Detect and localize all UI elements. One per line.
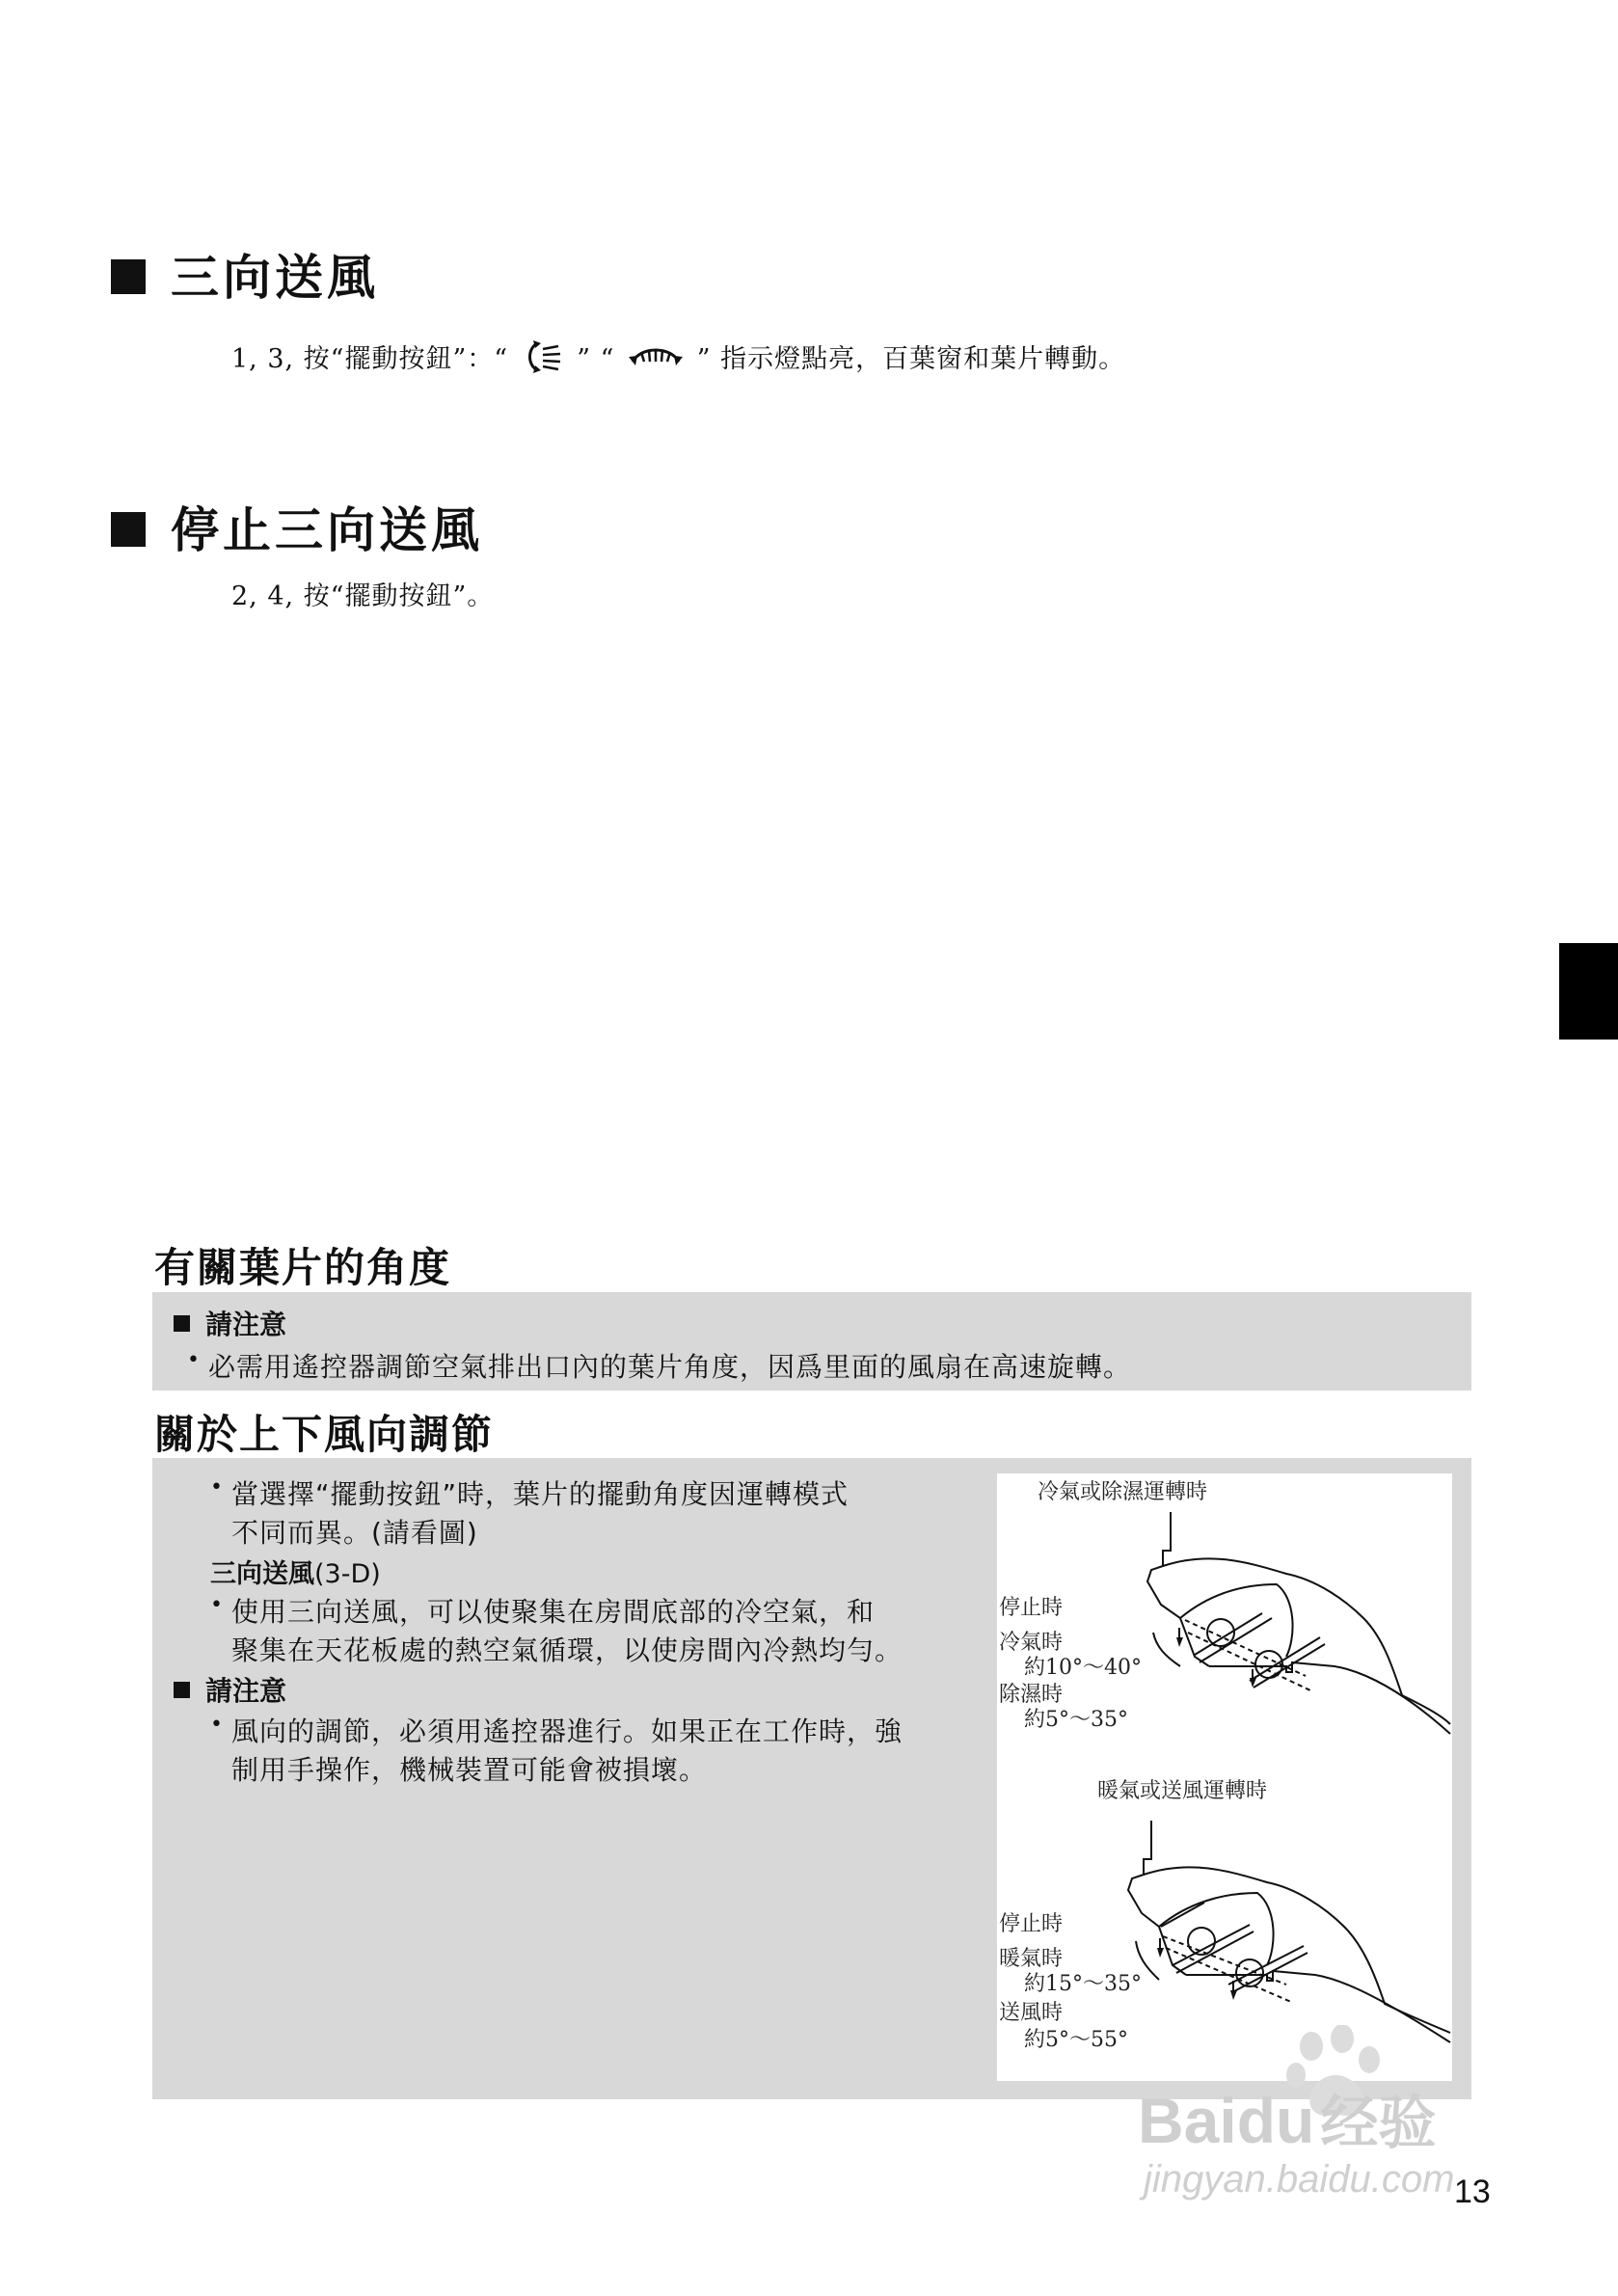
bullet-continuation: 制用手操作，機械裝置可能會被損壞。 [231,1754,708,1786]
figure-top-title: 冷氣或除濕運轉時 [1038,1480,1208,1504]
instruction-line: 2, 4, 按“擺動按鈕”。 [231,581,495,611]
sub-heading-3d [210,1553,381,1590]
note-square-bullet [174,1315,190,1332]
watermark-brand-a: Bai [1138,2085,1237,2156]
watermark-suffix: 经验 [1320,2091,1437,2155]
note-square-bullet [174,1682,190,1698]
note-title [174,1304,286,1342]
bullet-dot: • [187,1348,201,1372]
figure-label: 約10°～40° [1024,1656,1142,1680]
instruction-prefix: 1, 3, 按“擺動按鈕”：“ [231,344,509,374]
bullet-item [210,1711,903,1749]
sub-heading-code: (3-D) [314,1559,381,1589]
section-title: 停止三向送風 [171,502,483,558]
swing-horizontal-icon [628,342,684,378]
note-bullet [187,1346,1132,1385]
watermark-url: jingyan.baidu.com [1144,2158,1455,2201]
watermark-brand-b: du [1236,2085,1315,2156]
bullet-text: 當選擇“擺動按鈕”時，葉片的擺動角度因運轉模式 [231,1478,849,1510]
section-heading-stop-3d [111,492,483,561]
blade-angle-note-box [152,1292,1471,1391]
bullet-dot: • [210,1593,224,1617]
figure-label: 約15°～35° [1024,1972,1142,1996]
section-heading-3d-airflow [111,239,379,309]
figure-label: 送風時 [999,2001,1064,2025]
louver-angle-figure [997,1473,1452,2081]
sub-heading-title: 三向送風 [210,1559,314,1589]
figure-label: 約5°～35° [1024,1708,1128,1732]
instruction-suffix: ” 指示燈點亮，百葉窗和葉片轉動。 [696,344,1126,374]
watermark-brand [1138,2077,1436,2160]
swing-vertical-icon [522,338,564,383]
figure-label: 停止時 [999,1596,1064,1620]
section-title: 三向送風 [171,250,379,306]
blade-angle-heading: 有關葉片的角度 [154,1244,452,1291]
figure-label: 停止時 [999,1912,1064,1936]
bullet-text: 風向的調節，必須用遙控器進行。如果正在工作時，強 [231,1715,903,1747]
bullet-text: 使用三向送風，可以使聚集在房間底部的冷空氣，和 [231,1596,876,1628]
figure-label: 除濕時 [999,1683,1064,1707]
bullet-dot: • [210,1475,224,1499]
note-text: 必需用遙控器調節空氣排出口內的葉片角度，因爲里面的風扇在高速旋轉。 [208,1351,1132,1383]
bullet-item [210,1591,876,1630]
instruction-line [231,338,1125,383]
figure-label: 約5°～55° [1024,2028,1128,2052]
bullet-continuation: 聚集在天花板處的熱空氣循環，以使房間內冷熱均勻。 [231,1634,903,1666]
note-title-text: 請注意 [205,1675,287,1707]
airflow-adjust-box [152,1458,1471,2099]
figure-label: 暖氣時 [999,1947,1064,1971]
page-number: 13 [1454,2174,1491,2210]
airflow-adjust-heading: 關於上下風向調節 [154,1411,495,1458]
chapter-tab-marker [1559,943,1618,1040]
bullet-item [210,1473,849,1512]
bullet-dot: • [210,1713,224,1737]
figure-bottom-title: 暖氣或送風運轉時 [1097,1779,1268,1803]
heading-square-bullet [111,259,146,294]
figure-label: 冷氣時 [999,1631,1064,1655]
note-title-text: 請注意 [205,1309,287,1340]
bullet-continuation: 不同而異。(請看圖) [231,1517,478,1549]
heading-square-bullet [111,512,146,547]
note-title [174,1670,286,1709]
instruction-quote: ” “ [577,344,615,374]
